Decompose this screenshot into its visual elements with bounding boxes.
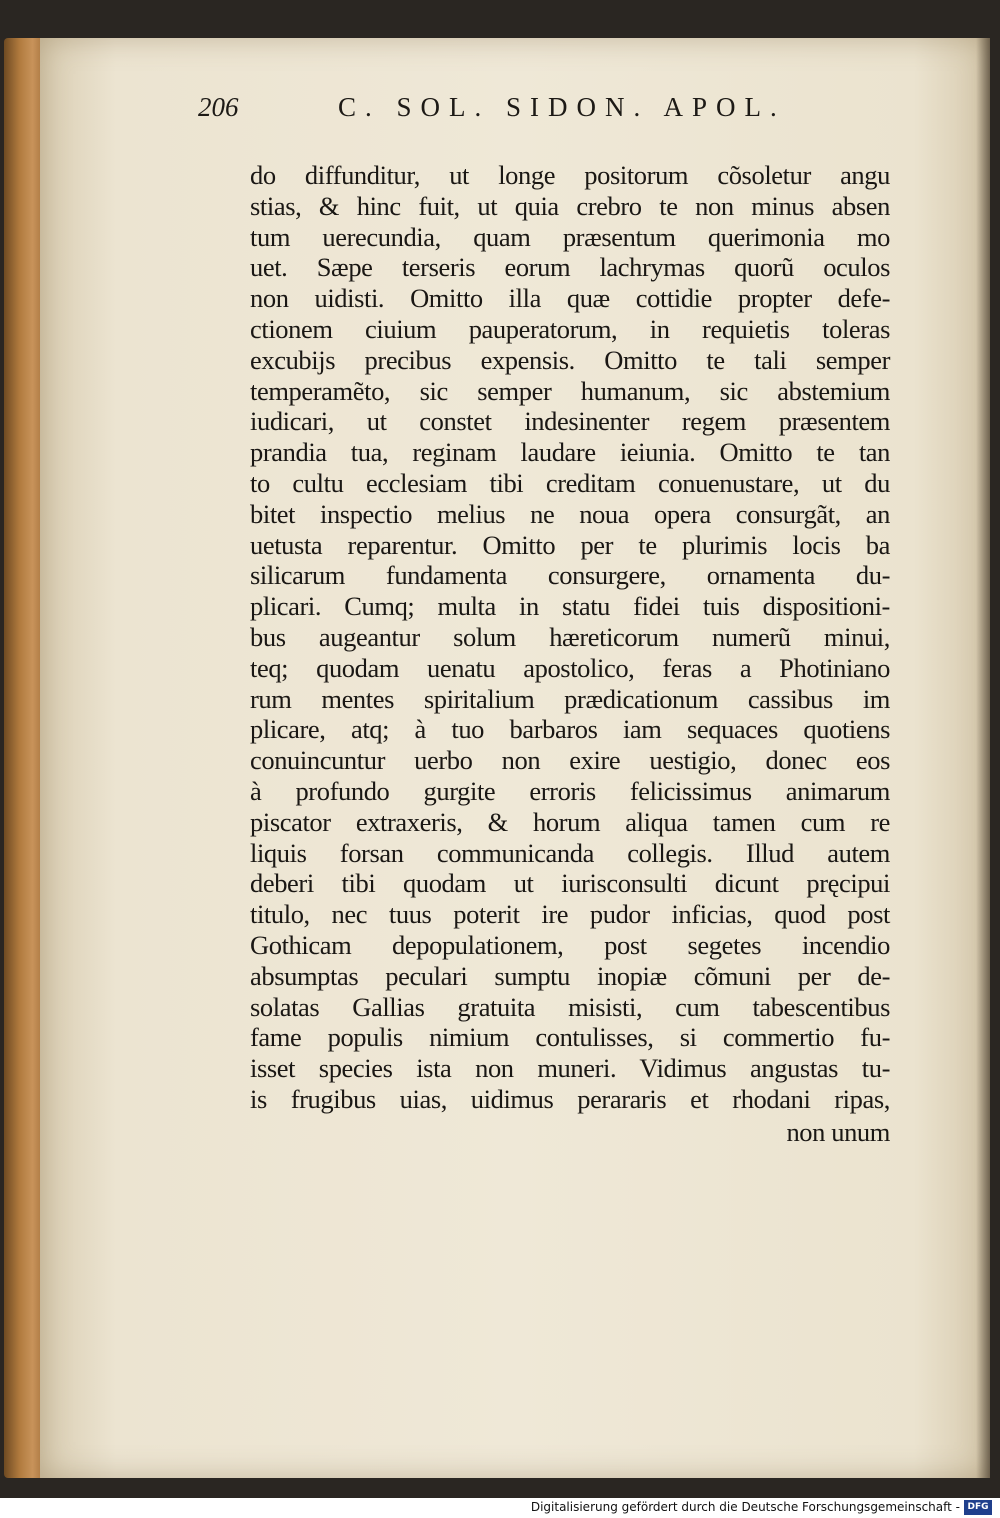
text-line: deberi tibi quodam ut iurisconsulti dicunt pręcipui bbox=[250, 868, 890, 899]
page-number: 206 bbox=[198, 92, 239, 122]
text-line: do diffunditur, ut longe positorum cõsoletur angu bbox=[250, 160, 890, 190]
main-text-block bbox=[250, 160, 890, 1148]
text-line: temperamẽto, sic semper humanum, sic abstemium bbox=[250, 375, 890, 406]
text-line: absumptas peculari sumptu inopiæ cõmuni per de- bbox=[250, 960, 890, 991]
text-line: titulo, nec tuus poterit ire pudor inficias, quod post bbox=[250, 899, 890, 930]
page-gutter-shadow bbox=[976, 38, 990, 1478]
text-line: stias, & hinc fuit, ut quia crebro te non minus absen bbox=[250, 190, 890, 221]
dfg-logo: DFG bbox=[964, 1500, 992, 1515]
text-line: ctionem ciuium pauperatorum, in requietis toleras bbox=[250, 313, 890, 344]
text-line: piscator extraxeris, & horum aliqua tamen cum re bbox=[250, 806, 890, 837]
text-line: iudicari, ut constet indesinenter regem præsentem bbox=[250, 406, 890, 437]
page-header bbox=[198, 92, 838, 132]
catchword: non unum bbox=[786, 1116, 890, 1147]
text-line: to cultu ecclesiam tibi creditam conuenustare, ut du bbox=[250, 467, 890, 498]
text-line: plicari. Cumq; multa in statu fidei tuis dispositioni- bbox=[250, 591, 890, 622]
text-line: is frugibus uias, uidimus perararis et rhodani ripas, bbox=[250, 1083, 890, 1114]
text-line: fame populis nimium contulisses, si commertio fu- bbox=[250, 1022, 890, 1053]
text-line: prandia tua, reginam laudare ieiunia. Omitto te tan bbox=[250, 437, 890, 468]
text-line: excubijs precibus expensis. Omitto te tali semper bbox=[250, 344, 890, 375]
text-line: bus augeantur solum hæreticorum numerũ minui, bbox=[250, 621, 890, 652]
text-line: plicare, atq; à tuo barbaros iam sequaces quotiens bbox=[250, 714, 890, 745]
text-line: non uidisti. Omitto illa quæ cottidie propter defe- bbox=[250, 283, 890, 314]
text-line: tum uerecundia, quam præsentum querimonia mo bbox=[250, 221, 890, 252]
text-line: rum mentes spiritalium prædicationum cassibus im bbox=[250, 683, 890, 714]
text-line: isset species ista non muneri. Vidimus angustas tu- bbox=[250, 1053, 890, 1084]
text-line: Gothicam depopulationem, post segetes incendio bbox=[250, 929, 890, 960]
footer-bar bbox=[0, 1498, 1000, 1518]
text-line: bitet inspectio melius ne noua opera consurgãt, an bbox=[250, 498, 890, 529]
text-line: conuincuntur uerbo non exire uestigio, donec eos bbox=[250, 745, 890, 776]
text-line: teq; quodam uenatu apostolico, feras a Photiniano bbox=[250, 652, 890, 683]
text-line: liquis forsan communicanda collegis. Illud autem bbox=[250, 837, 890, 868]
text-line: uet. Sæpe terseris eorum lachrymas quorũ oculos bbox=[250, 252, 890, 283]
text-line: uetusta reparentur. Omitto per te plurimis locis ba bbox=[250, 529, 890, 560]
text-line: silicarum fundamenta consurgere, ornamenta du- bbox=[250, 560, 890, 591]
running-title: C. SOL. SIDON. APOL. bbox=[338, 92, 786, 122]
funding-credit: Digitalisierung gefördert durch die Deutsche Forschungsgemeinschaft - bbox=[530, 1500, 960, 1514]
text-line: solatas Gallias gratuita misisti, cum tabescentibus bbox=[250, 991, 890, 1022]
text-line: à profundo gurgite erroris felicissimus animarum bbox=[250, 775, 890, 806]
